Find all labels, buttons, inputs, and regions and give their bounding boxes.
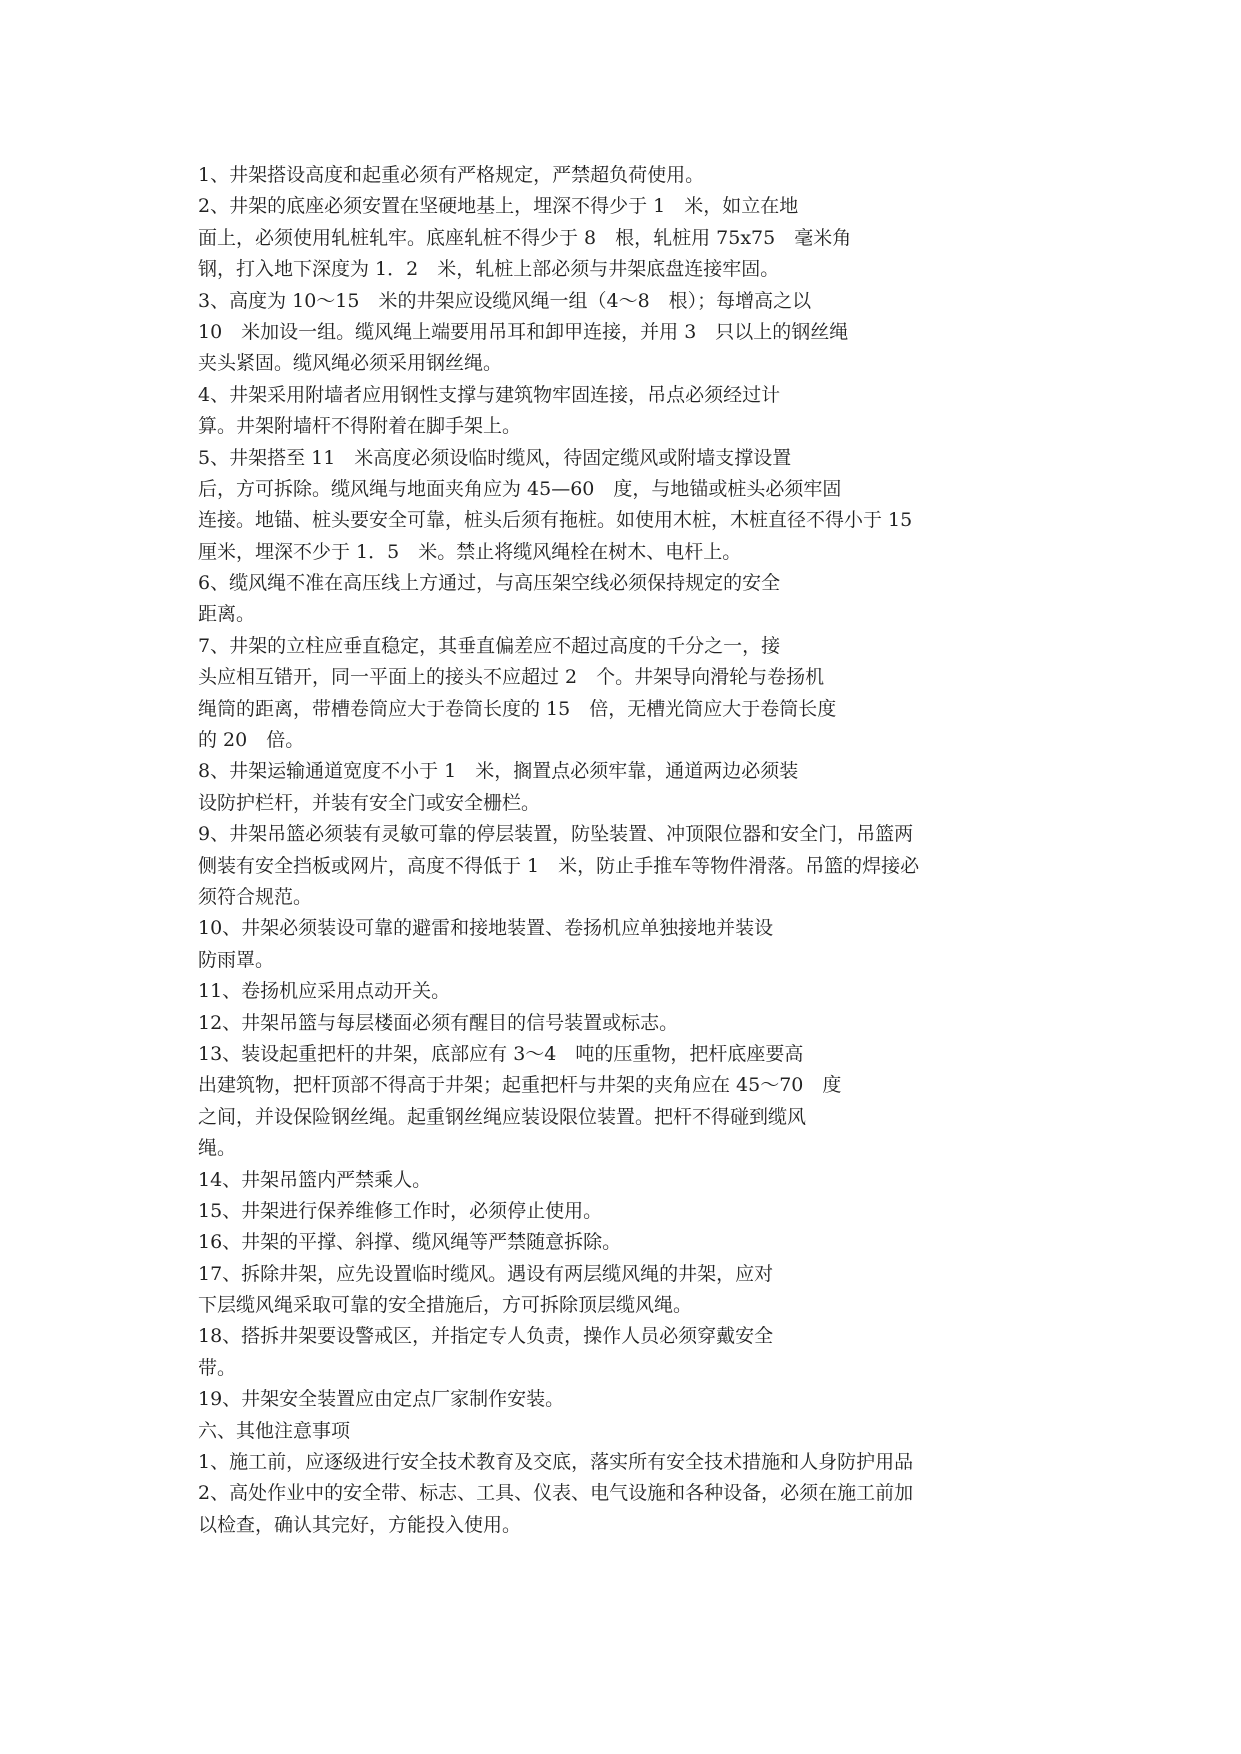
text-line: 12、井架吊篮与每层楼面必须有醒目的信号装置或标志。 bbox=[198, 1011, 679, 1034]
text-line: 下层缆风绳采取可靠的安全措施后，方可拆除顶层缆风绳。 bbox=[198, 1294, 693, 1317]
text-line: 8、井架运输通道宽度不小于 1 米，搁置点必须牢靠，通道两边必须装 bbox=[198, 760, 799, 783]
text-line: 3、高度为 10～15 米的井架应设缆风绳一组（4～8 根）；每增高之以 bbox=[198, 289, 812, 312]
text-line: 10 米加设一组。缆风绳上端要用吊耳和卸甲连接，并用 3 只以上的钢丝绳 bbox=[198, 320, 849, 343]
text-line: 绳筒的距离，带槽卷筒应大于卷筒长度的 15 倍，无槽光筒应大于卷筒长度 bbox=[198, 697, 837, 720]
text-line: 后，方可拆除。缆风绳与地面夹角应为 45—60 度，与地锚或桩头必须牢固 bbox=[198, 477, 842, 500]
text-line: 侧装有安全挡板或网片，高度不得低于 1 米，防止手推车等物件滑落。吊篮的焊接必 bbox=[198, 854, 920, 877]
text-line: 1、井架搭设高度和起重必须有严格规定，严禁超负荷使用。 bbox=[198, 164, 705, 186]
text-line: 距离。 bbox=[198, 603, 256, 626]
text-line: 厘米，埋深不少于 1．5 米。禁止将缆风绳栓在树木、电杆上。 bbox=[198, 540, 742, 563]
text-line: 14、井架吊篮内严禁乘人。 bbox=[198, 1168, 432, 1191]
text-line: 夹头紧固。缆风绳必须采用钢丝绳。 bbox=[198, 352, 503, 375]
text-line: 9、井架吊篮必须装有灵敏可靠的停层装置，防坠装置、冲顶限位器和安全门，吊篮两 bbox=[198, 823, 914, 846]
text-line: 2、井架的底座必须安置在坚硬地基上，埋深不得少于 1 米，如立在地 bbox=[198, 195, 799, 218]
text-line: 绳。 bbox=[198, 1137, 237, 1160]
text-line: 16、井架的平撑、斜撑、缆风绳等严禁随意拆除。 bbox=[198, 1231, 622, 1254]
text-line: 7、井架的立柱应垂直稳定，其垂直偏差应不超过高度的千分之一，接 bbox=[198, 634, 781, 657]
text-line: 六、其他注意事项 bbox=[198, 1419, 351, 1442]
text-line: 须符合规范。 bbox=[198, 885, 313, 908]
text-line: 1、施工前，应逐级进行安全技术教育及交底，落实所有安全技术措施和人身防护用品 bbox=[198, 1451, 914, 1474]
text-line: 11、卷扬机应采用点动开关。 bbox=[198, 980, 451, 1003]
text-line: 5、井架搭至 11 米高度必须设临时缆风，待固定缆风或附墙支撑设置 bbox=[198, 446, 792, 469]
text-line: 以检查，确认其完好，方能投入使用。 bbox=[198, 1513, 522, 1536]
text-line: 的 20 倍。 bbox=[198, 729, 305, 752]
text-line: 头应相互错开，同一平面上的接头不应超过 2 个。井架导向滑轮与卷扬机 bbox=[198, 666, 825, 689]
text-line: 之间，并设保险钢丝绳。起重钢丝绳应装设限位装置。把杆不得碰到缆风 bbox=[198, 1105, 807, 1128]
text-line: 连接。地锚、桩头要安全可靠，桩头后须有拖桩。如使用木桩，木桩直径不得小于 15 bbox=[198, 509, 913, 532]
text-line: 10、井架必须装设可靠的避雷和接地装置、卷扬机应单独接地并装设 bbox=[198, 917, 774, 940]
text-line: 面上，必须使用轧桩轧牢。底座轧桩不得少于 8 根，轧桩用 75x75 毫米角 bbox=[198, 226, 852, 249]
text-line: 4、井架采用附墙者应用钢性支撑与建筑物牢固连接，吊点必须经过计 bbox=[198, 383, 781, 406]
text-line: 设防护栏杆，并装有安全门或安全栅栏。 bbox=[198, 791, 541, 814]
text-line: 17、拆除井架，应先设置临时缆风。遇设有两层缆风绳的井架，应对 bbox=[198, 1262, 774, 1285]
text-line: 6、缆风绳不准在高压线上方通过，与高压架空线必须保持规定的安全 bbox=[198, 572, 781, 595]
text-line: 钢，打入地下深度为 1．2 米，轧桩上部必须与井架底盘连接牢固。 bbox=[198, 258, 780, 281]
text-line: 防雨罩。 bbox=[198, 948, 275, 971]
text-line: 15、井架进行保养维修工作时，必须停止使用。 bbox=[198, 1199, 603, 1222]
text-line: 13、装设起重把杆的井架，底部应有 3～4 吨的压重物，把杆底座要高 bbox=[198, 1042, 804, 1065]
text-line: 算。井架附墙杆不得附着在脚手架上。 bbox=[198, 415, 522, 438]
text-line: 出建筑物，把杆顶部不得高于井架；起重把杆与井架的夹角应在 45～70 度 bbox=[198, 1074, 842, 1097]
document-body bbox=[198, 160, 1048, 1541]
text-line: 2、高处作业中的安全带、标志、工具、仪表、电气设施和各种设备，必须在施工前加 bbox=[198, 1482, 914, 1505]
text-line: 18、搭拆井架要设警戒区，并指定专人负责，操作人员必须穿戴安全 bbox=[198, 1325, 774, 1348]
text-line: 带。 bbox=[198, 1356, 237, 1379]
text-line: 19、井架安全装置应由定点厂家制作安装。 bbox=[198, 1388, 565, 1411]
